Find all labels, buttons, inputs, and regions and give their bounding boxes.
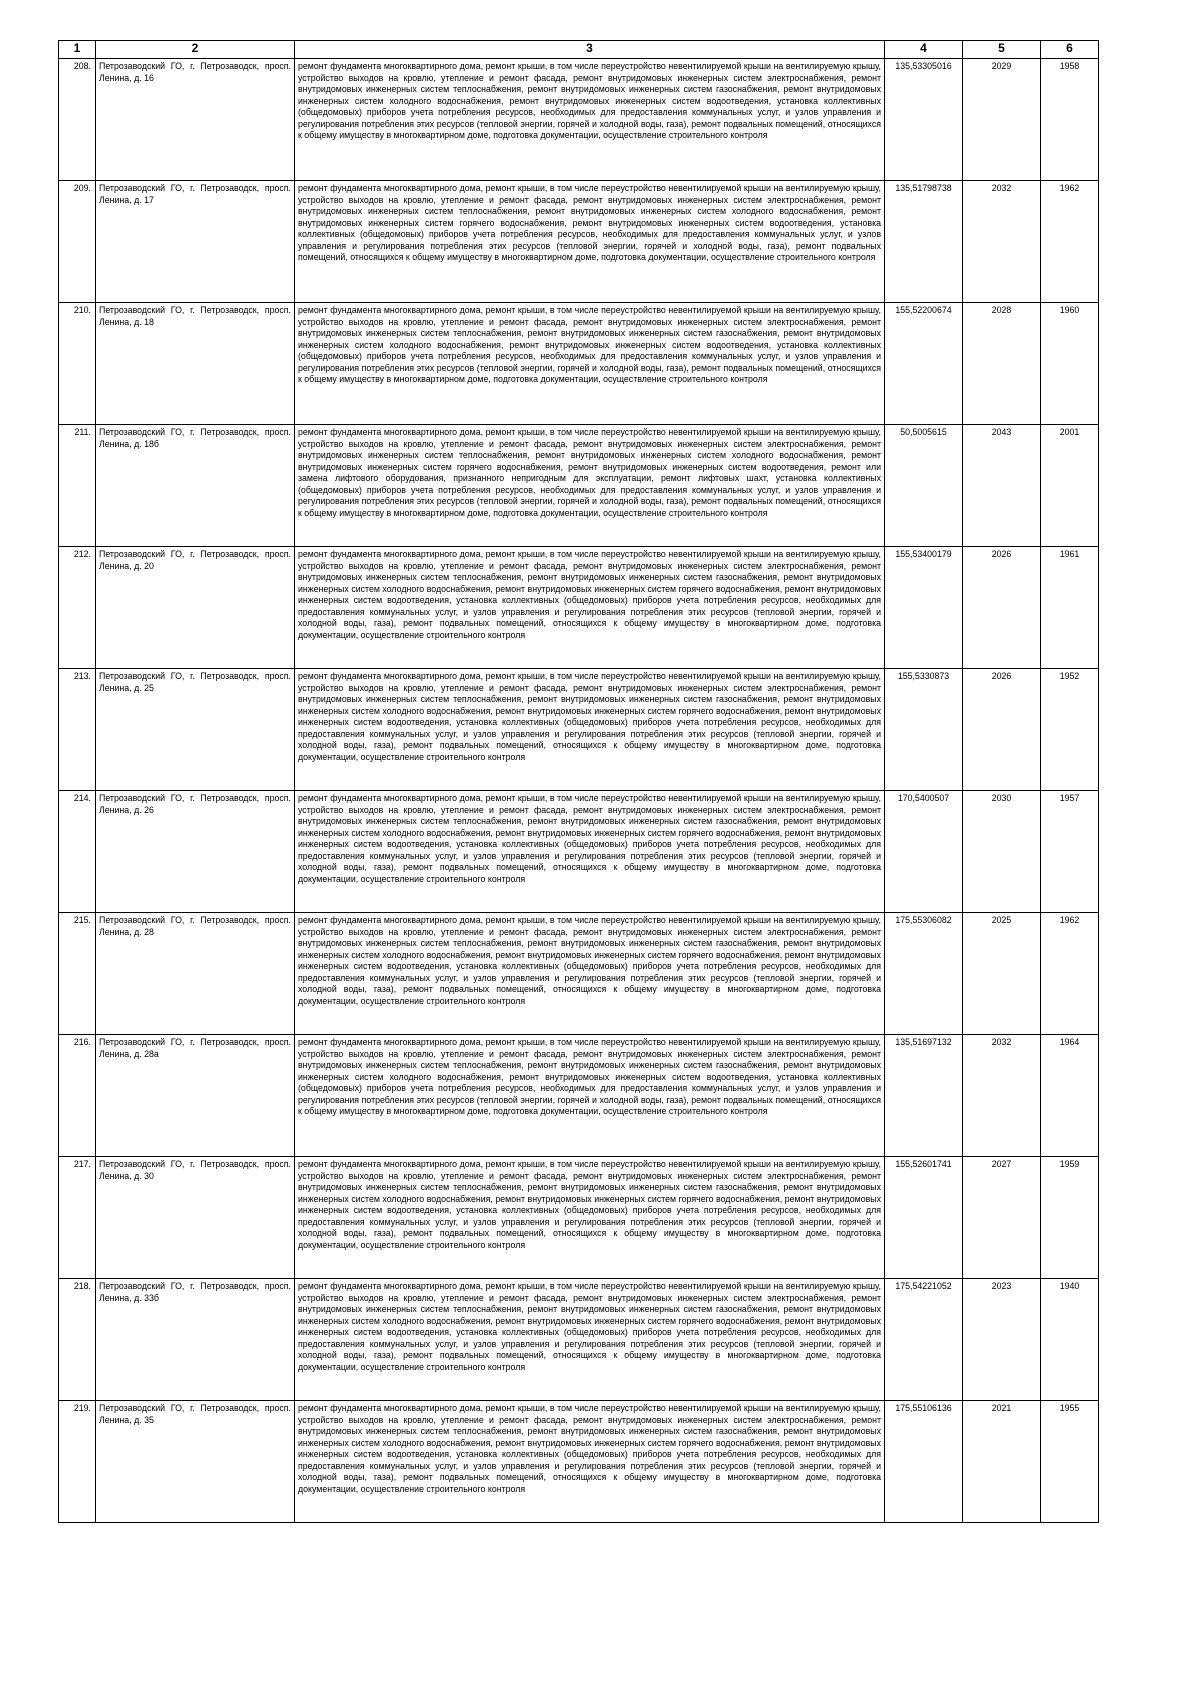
table-header-row xyxy=(59,41,1099,59)
column-header-5: 5 xyxy=(963,41,1041,59)
planned-year-cell: 2021 xyxy=(963,1401,1041,1523)
row-number: 212. xyxy=(59,547,96,669)
address-cell: Петрозаводский ГО, г. Петрозаводск, просп. Ленина, д. 33б xyxy=(96,1279,295,1401)
row-number: 215. xyxy=(59,913,96,1035)
build-year-cell: 1955 xyxy=(1041,1401,1099,1523)
build-year-cell: 1960 xyxy=(1041,303,1099,425)
row-number: 209. xyxy=(59,181,96,303)
planned-year-cell: 2043 xyxy=(963,425,1041,547)
planned-year-cell: 2028 xyxy=(963,303,1041,425)
table-row xyxy=(59,547,1099,669)
address-cell: Петрозаводский ГО, г. Петрозаводск, просп. Ленина, д. 28а xyxy=(96,1035,295,1157)
address-cell: Петрозаводский ГО, г. Петрозаводск, просп. Ленина, д. 35 xyxy=(96,1401,295,1523)
row-number: 214. xyxy=(59,791,96,913)
works-cell: ремонт фундамента многоквартирного дома, ремонт крыши, в том числе переустройство невентилируемой крыши на вентилируемую крышу, устройство выходов на кровлю, утепление и ремонт фасада, ремонт внутридомовых инженерных систем электроснабжения, ремонт внутридомовых инженерных систем теплоснабжения, ремонт внутридомовых инженерных систем газоснабжения, ремонт внутридомовых инженерных систем холодного водоснабжения, ремонт внутридомовых инженерных систем горячего водоснабжения, ремонт внутридомовых инженерных систем водоотведения, установка коллективных (общедомовых) приборов учета потребления ресурсов, необходимых для предоставления коммунальных услуг, и узлов управления и регулирования потребления этих ресурсов (тепловой энергии, горячей и холодной воды, газа), ремонт подвальных помещений, относящихся к общему имуществу в многоквартирном доме, подготовка документации, осуществление строительного контроля xyxy=(295,913,885,1035)
build-year-cell: 1961 xyxy=(1041,547,1099,669)
works-cell: ремонт фундамента многоквартирного дома, ремонт крыши, в том числе переустройство невентилируемой крыши на вентилируемую крышу, устройство выходов на кровлю, утепление и ремонт фасада, ремонт внутридомовых инженерных систем электроснабжения, ремонт внутридомовых инженерных систем теплоснабжения, ремонт внутридомовых инженерных систем газоснабжения, ремонт внутридомовых инженерных систем холодного водоснабжения, ремонт внутридомовых инженерных систем горячего водоснабжения, ремонт внутридомовых инженерных систем водоотведения, установка коллективных (общедомовых) приборов учета потребления ресурсов, необходимых для предоставления коммунальных услуг, и узлов управления и регулирования потребления этих ресурсов (тепловой энергии, горячей и холодной воды, газа), ремонт подвальных помещений, относящихся к общему имуществу в многоквартирном доме, подготовка документации, осуществление строительного контроля xyxy=(295,547,885,669)
row-number: 218. xyxy=(59,1279,96,1401)
build-year-cell: 1964 xyxy=(1041,1035,1099,1157)
table-row xyxy=(59,1279,1099,1401)
row-number: 213. xyxy=(59,669,96,791)
row-number: 208. xyxy=(59,59,96,181)
address-cell: Петрозаводский ГО, г. Петрозаводск, просп. Ленина, д. 17 xyxy=(96,181,295,303)
table-row xyxy=(59,1035,1099,1157)
address-cell: Петрозаводский ГО, г. Петрозаводск, просп. Ленина, д. 16 xyxy=(96,59,295,181)
column-header-1: 1 xyxy=(59,41,96,59)
build-year-cell: 1940 xyxy=(1041,1279,1099,1401)
cost-cell: 175,54221052 xyxy=(885,1279,963,1401)
build-year-cell: 1958 xyxy=(1041,59,1099,181)
document-page xyxy=(58,40,1098,1523)
table-row xyxy=(59,303,1099,425)
address-cell: Петрозаводский ГО, г. Петрозаводск, просп. Ленина, д. 28 xyxy=(96,913,295,1035)
works-cell: ремонт фундамента многоквартирного дома, ремонт крыши, в том числе переустройство невентилируемой крыши на вентилируемую крышу, устройство выходов на кровлю, утепление и ремонт фасада, ремонт внутридомовых инженерных систем электроснабжения, ремонт внутридомовых инженерных систем теплоснабжения, ремонт внутридомовых инженерных систем газоснабжения, ремонт внутридомовых инженерных систем холодного водоснабжения, ремонт внутридомовых инженерных систем водоотведения, установка коллективных (общедомовых) приборов учета потребления ресурсов, необходимых для предоставления коммунальных услуг, и узлов управления и регулирования потребления этих ресурсов (тепловой энергии, горячей и холодной воды, газа), ремонт подвальных помещений, относящихся к общему имуществу в многоквартирном доме, подготовка документации, осуществление строительного контроля xyxy=(295,1035,885,1157)
cost-cell: 50,5005615 xyxy=(885,425,963,547)
row-number: 217. xyxy=(59,1157,96,1279)
table-row xyxy=(59,425,1099,547)
cost-cell: 135,51798738 xyxy=(885,181,963,303)
row-number: 219. xyxy=(59,1401,96,1523)
address-cell: Петрозаводский ГО, г. Петрозаводск, просп. Ленина, д. 25 xyxy=(96,669,295,791)
row-number: 211. xyxy=(59,425,96,547)
table-row xyxy=(59,669,1099,791)
table-row xyxy=(59,791,1099,913)
address-cell: Петрозаводский ГО, г. Петрозаводск, просп. Ленина, д. 30 xyxy=(96,1157,295,1279)
address-cell: Петрозаводский ГО, г. Петрозаводск, просп. Ленина, д. 18б xyxy=(96,425,295,547)
column-header-6: 6 xyxy=(1041,41,1099,59)
table-row xyxy=(59,1401,1099,1523)
cost-cell: 155,5330873 xyxy=(885,669,963,791)
build-year-cell: 2001 xyxy=(1041,425,1099,547)
planned-year-cell: 2030 xyxy=(963,791,1041,913)
address-cell: Петрозаводский ГО, г. Петрозаводск, просп. Ленина, д. 20 xyxy=(96,547,295,669)
build-year-cell: 1962 xyxy=(1041,913,1099,1035)
works-cell: ремонт фундамента многоквартирного дома, ремонт крыши, в том числе переустройство невентилируемой крыши на вентилируемую крышу, устройство выходов на кровлю, утепление и ремонт фасада, ремонт внутридомовых инженерных систем электроснабжения, ремонт внутридомовых инженерных систем теплоснабжения, ремонт внутридомовых инженерных систем холодного водоснабжения, ремонт внутридомовых инженерных систем горячего водоснабжения, ремонт внутридомовых инженерных систем водоотведения, установка коллективных (общедомовых) приборов учета потребления ресурсов, необходимых для предоставления коммунальных услуг, и узлов управления и регулирования потребления этих ресурсов (тепловой энергии, горячей и холодной воды, газа), ремонт подвальных помещений, относящихся к общему имуществу в многоквартирном доме, подготовка документации, осуществление строительного контроля xyxy=(295,181,885,303)
works-cell: ремонт фундамента многоквартирного дома, ремонт крыши, в том числе переустройство невентилируемой крыши на вентилируемую крышу, устройство выходов на кровлю, утепление и ремонт фасада, ремонт внутридомовых инженерных систем электроснабжения, ремонт внутридомовых инженерных систем теплоснабжения, ремонт внутридомовых инженерных систем холодного водоснабжения, ремонт внутридомовых инженерных систем горячего водоснабжения, ремонт внутридомовых инженерных систем водоотведения, ремонт или замена лифтового оборудования, признанного непригодным для эксплуатации, ремонт лифтовых шахт, установка коллективных (общедомовых) приборов учета потребления ресурсов, необходимых для предоставления коммунальных услуг, и узлов управления и регулирования потребления этих ресурсов (тепловой энергии, горячей и холодной воды, газа), ремонт подвальных помещений, относящихся к общему имуществу в многоквартирном доме, подготовка документации, осуществление строительного контроля xyxy=(295,425,885,547)
works-cell: ремонт фундамента многоквартирного дома, ремонт крыши, в том числе переустройство невентилируемой крыши на вентилируемую крышу, устройство выходов на кровлю, утепление и ремонт фасада, ремонт внутридомовых инженерных систем электроснабжения, ремонт внутридомовых инженерных систем теплоснабжения, ремонт внутридомовых инженерных систем газоснабжения, ремонт внутридомовых инженерных систем холодного водоснабжения, ремонт внутридомовых инженерных систем горячего водоснабжения, ремонт внутридомовых инженерных систем водоотведения, установка коллективных (общедомовых) приборов учета потребления ресурсов, необходимых для предоставления коммунальных услуг, и узлов управления и регулирования потребления этих ресурсов (тепловой энергии, горячей и холодной воды, газа), ремонт подвальных помещений, относящихся к общему имуществу в многоквартирном доме, подготовка документации, осуществление строительного контроля xyxy=(295,1157,885,1279)
address-cell: Петрозаводский ГО, г. Петрозаводск, просп. Ленина, д. 18 xyxy=(96,303,295,425)
address-cell: Петрозаводский ГО, г. Петрозаводск, просп. Ленина, д. 26 xyxy=(96,791,295,913)
planned-year-cell: 2029 xyxy=(963,59,1041,181)
works-cell: ремонт фундамента многоквартирного дома, ремонт крыши, в том числе переустройство невентилируемой крыши на вентилируемую крышу, устройство выходов на кровлю, утепление и ремонт фасада, ремонт внутридомовых инженерных систем электроснабжения, ремонт внутридомовых инженерных систем теплоснабжения, ремонт внутридомовых инженерных систем газоснабжения, ремонт внутридомовых инженерных систем холодного водоснабжения, ремонт внутридомовых инженерных систем горячего водоснабжения, ремонт внутридомовых инженерных систем водоотведения, установка коллективных (общедомовых) приборов учета потребления ресурсов, необходимых для предоставления коммунальных услуг, и узлов управления и регулирования потребления этих ресурсов (тепловой энергии, горячей и холодной воды, газа), ремонт подвальных помещений, относящихся к общему имуществу в многоквартирном доме, подготовка документации, осуществление строительного контроля xyxy=(295,791,885,913)
table-row xyxy=(59,59,1099,181)
table-row xyxy=(59,181,1099,303)
column-header-2: 2 xyxy=(96,41,295,59)
works-cell: ремонт фундамента многоквартирного дома, ремонт крыши, в том числе переустройство невентилируемой крыши на вентилируемую крышу, устройство выходов на кровлю, утепление и ремонт фасада, ремонт внутридомовых инженерных систем электроснабжения, ремонт внутридомовых инженерных систем теплоснабжения, ремонт внутридомовых инженерных систем газоснабжения, ремонт внутридомовых инженерных систем холодного водоснабжения, ремонт внутридомовых инженерных систем водоотведения, установка коллективных (общедомовых) приборов учета потребления ресурсов, необходимых для предоставления коммунальных услуг, и узлов управления и регулирования потребления этих ресурсов (тепловой энергии, горячей и холодной воды, газа), ремонт подвальных помещений, относящихся к общему имуществу в многоквартирном доме, подготовка документации, осуществление строительного контроля xyxy=(295,303,885,425)
planned-year-cell: 2032 xyxy=(963,181,1041,303)
works-cell: ремонт фундамента многоквартирного дома, ремонт крыши, в том числе переустройство невентилируемой крыши на вентилируемую крышу, устройство выходов на кровлю, утепление и ремонт фасада, ремонт внутридомовых инженерных систем электроснабжения, ремонт внутридомовых инженерных систем теплоснабжения, ремонт внутридомовых инженерных систем газоснабжения, ремонт внутридомовых инженерных систем холодного водоснабжения, ремонт внутридомовых инженерных систем горячего водоснабжения, ремонт внутридомовых инженерных систем водоотведения, установка коллективных (общедомовых) приборов учета потребления ресурсов, необходимых для предоставления коммунальных услуг, и узлов управления и регулирования потребления этих ресурсов (тепловой энергии, горячей и холодной воды, газа), ремонт подвальных помещений, относящихся к общему имуществу в многоквартирном доме, подготовка документации, осуществление строительного контроля xyxy=(295,1401,885,1523)
repair-program-table xyxy=(58,40,1099,1523)
planned-year-cell: 2025 xyxy=(963,913,1041,1035)
build-year-cell: 1952 xyxy=(1041,669,1099,791)
build-year-cell: 1962 xyxy=(1041,181,1099,303)
build-year-cell: 1959 xyxy=(1041,1157,1099,1279)
works-cell: ремонт фундамента многоквартирного дома, ремонт крыши, в том числе переустройство невентилируемой крыши на вентилируемую крышу, устройство выходов на кровлю, утепление и ремонт фасада, ремонт внутридомовых инженерных систем электроснабжения, ремонт внутридомовых инженерных систем теплоснабжения, ремонт внутридомовых инженерных систем газоснабжения, ремонт внутридомовых инженерных систем холодного водоснабжения, ремонт внутридомовых инженерных систем горячего водоснабжения, ремонт внутридомовых инженерных систем водоотведения, установка коллективных (общедомовых) приборов учета потребления ресурсов, необходимых для предоставления коммунальных услуг, и узлов управления и регулирования потребления этих ресурсов (тепловой энергии, горячей и холодной воды, газа), ремонт подвальных помещений, относящихся к общему имуществу в многоквартирном доме, подготовка документации, осуществление строительного контроля xyxy=(295,669,885,791)
table-row xyxy=(59,1157,1099,1279)
row-number: 216. xyxy=(59,1035,96,1157)
table-row xyxy=(59,913,1099,1035)
planned-year-cell: 2027 xyxy=(963,1157,1041,1279)
planned-year-cell: 2026 xyxy=(963,547,1041,669)
column-header-3: 3 xyxy=(295,41,885,59)
cost-cell: 175,55306082 xyxy=(885,913,963,1035)
planned-year-cell: 2026 xyxy=(963,669,1041,791)
works-cell: ремонт фундамента многоквартирного дома, ремонт крыши, в том числе переустройство невентилируемой крыши на вентилируемую крышу, устройство выходов на кровлю, утепление и ремонт фасада, ремонт внутридомовых инженерных систем электроснабжения, ремонт внутридомовых инженерных систем теплоснабжения, ремонт внутридомовых инженерных систем газоснабжения, ремонт внутридомовых инженерных систем холодного водоснабжения, ремонт внутридомовых инженерных систем водоотведения, установка коллективных (общедомовых) приборов учета потребления ресурсов, необходимых для предоставления коммунальных услуг, и узлов управления и регулирования потребления этих ресурсов (тепловой энергии, горячей и холодной воды, газа), ремонт подвальных помещений, относящихся к общему имуществу в многоквартирном доме, подготовка документации, осуществление строительного контроля xyxy=(295,59,885,181)
column-header-4: 4 xyxy=(885,41,963,59)
cost-cell: 175,55106136 xyxy=(885,1401,963,1523)
cost-cell: 155,52200674 xyxy=(885,303,963,425)
build-year-cell: 1957 xyxy=(1041,791,1099,913)
cost-cell: 155,52601741 xyxy=(885,1157,963,1279)
works-cell: ремонт фундамента многоквартирного дома, ремонт крыши, в том числе переустройство невентилируемой крыши на вентилируемую крышу, устройство выходов на кровлю, утепление и ремонт фасада, ремонт внутридомовых инженерных систем электроснабжения, ремонт внутридомовых инженерных систем теплоснабжения, ремонт внутридомовых инженерных систем газоснабжения, ремонт внутридомовых инженерных систем холодного водоснабжения, ремонт внутридомовых инженерных систем горячего водоснабжения, ремонт внутридомовых инженерных систем водоотведения, установка коллективных (общедомовых) приборов учета потребления ресурсов, необходимых для предоставления коммунальных услуг, и узлов управления и регулирования потребления этих ресурсов (тепловой энергии, горячей и холодной воды, газа), ремонт подвальных помещений, относящихся к общему имуществу в многоквартирном доме, подготовка документации, осуществление строительного контроля xyxy=(295,1279,885,1401)
cost-cell: 170,5400507 xyxy=(885,791,963,913)
cost-cell: 135,53305016 xyxy=(885,59,963,181)
row-number: 210. xyxy=(59,303,96,425)
planned-year-cell: 2023 xyxy=(963,1279,1041,1401)
planned-year-cell: 2032 xyxy=(963,1035,1041,1157)
cost-cell: 135,51697132 xyxy=(885,1035,963,1157)
cost-cell: 155,53400179 xyxy=(885,547,963,669)
